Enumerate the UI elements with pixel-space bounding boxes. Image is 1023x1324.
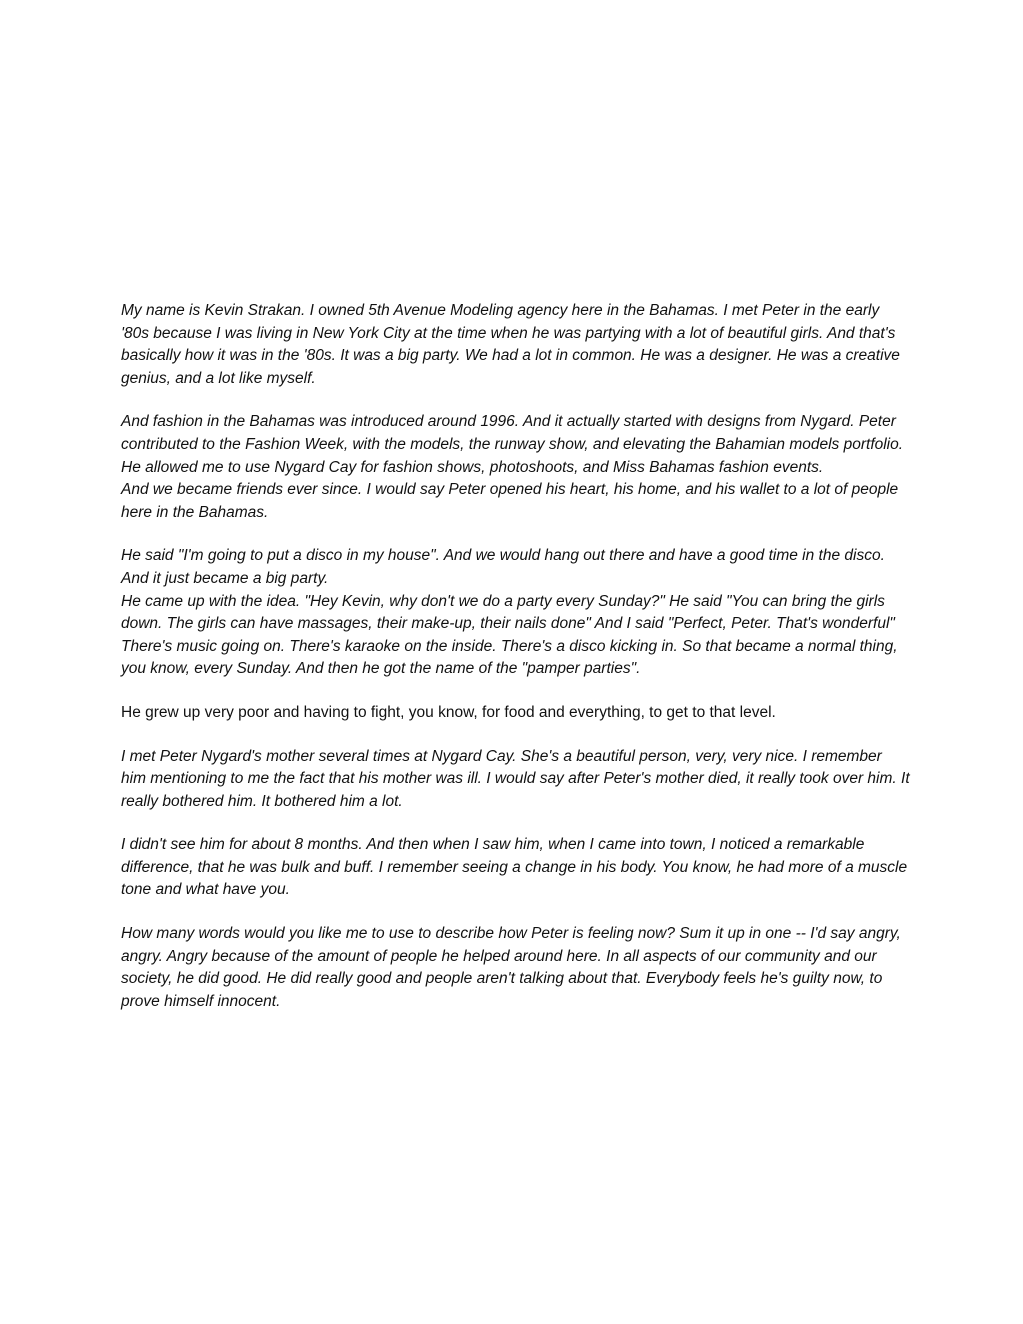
- paragraph-gap: [121, 813, 911, 834]
- interview-transcript: [121, 300, 911, 1013]
- paragraph-gap: [121, 902, 911, 923]
- paragraph-gap: [121, 725, 911, 746]
- paragraph-fashion-bahamas: And fashion in the Bahamas was introduced around 1996. And it actually started with designs from Nygard. Peter contributed to the Fashion Week, with the models, the runway show, and elevating the Bahamian models portfolio. He allowed me to use Nygard Cay for fashion shows, photoshoots, and Miss Bahamas fashion events.: [121, 413, 904, 476]
- paragraph-mother: I met Peter Nygard's mother several times at Nygard Cay. She's a beautiful person, very, very nice. I remember him mentioning to me the fact that his mother was ill. I would say after Peter's mother died, it really took over him. It really bothered him. It bothered him a lot.: [121, 747, 910, 810]
- paragraph-pamper-parties: He came up with the idea. "Hey Kevin, why don't we do a party every Sunday?" He said "You can bring the girls down. The girls can have massages, their make-up, their nails done" And I said "Perfect, Peter. That's wonderful" There's music going on. There's karaoke on the inside. There's a disco kicking in. So that became a normal thing, you know, every Sunday. And then he got the name of the "pamper parties".: [121, 592, 898, 678]
- paragraph-gap: [121, 681, 911, 702]
- paragraph-gap: [121, 390, 911, 411]
- paragraph-intro: My name is Kevin Strakan. I owned 5th Avenue Modeling agency here in the Bahamas. I met Peter in the early '80s because I was living in New York City at the time when he was partying with a lot of beautiful girls. And that's basically how it was in the '80s. It was a big party. We had a lot in common. He was a designer. He was a creative genius, and a lot like myself.: [121, 302, 900, 387]
- paragraph-change: I didn't see him for about 8 months. And then when I saw him, when I came into town, I noticed a remarkable difference, that he was bulk and buff. I remember seeing a change in his body. You know, he had more of a muscle tone and what have you.: [121, 836, 908, 899]
- paragraph-friends: And we became friends ever since. I would say Peter opened his heart, his home, and his wallet to a lot of people here in the Bahamas.: [121, 481, 899, 521]
- paragraph-disco: He said "I'm going to put a disco in my house". And we would hang out there and have a good time in the disco. And it just became a big party.: [121, 547, 885, 587]
- paragraph-feeling-now: How many words would you like me to use to describe how Peter is feeling now? Sum it up in one -- I'd say angry, angry. Angry because of the amount of people he helped around here. In all aspects of our community and our society, he did good. He did really good and people aren't talking about that. Everybody feels he's guilty now, to prove himself innocent.: [121, 925, 901, 1010]
- paragraph-grew-up-poor: He grew up very poor and having to fight, you know, for food and everything, to get to that level.: [121, 703, 776, 721]
- paragraph-gap: [121, 524, 911, 545]
